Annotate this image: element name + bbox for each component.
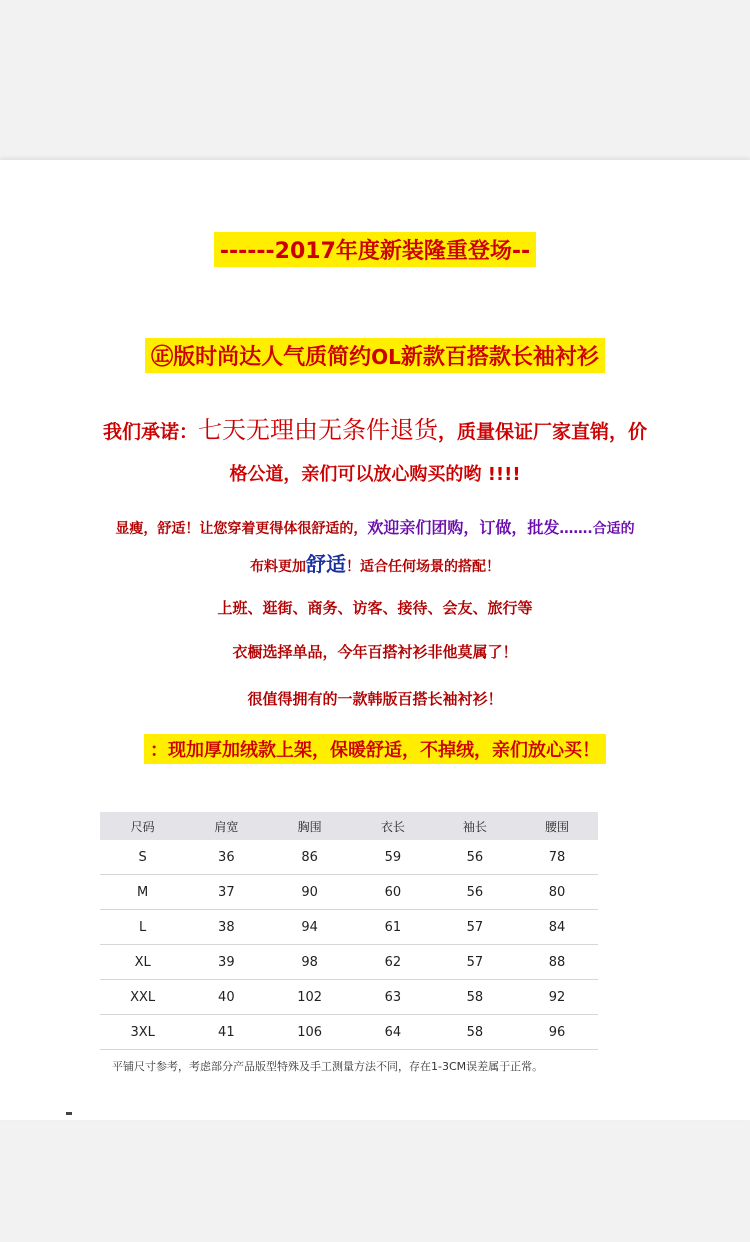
headline: ------2017年度新装隆重登场-- (214, 232, 536, 267)
title-line (0, 338, 750, 373)
features-line2-c: ！适合任何场景的搭配！ (346, 559, 500, 575)
occasions: 上班、逛街、商务、访客、接待、会友、旅行等 (217, 599, 533, 617)
cell-chest: 106 (267, 1015, 352, 1050)
header-shoulder: 肩宽 (185, 812, 267, 840)
header-length: 衣长 (352, 812, 434, 840)
table-row (100, 945, 598, 980)
cell-sleeve: 57 (434, 910, 516, 945)
cell-length: 62 (352, 945, 434, 980)
cell-waist: 96 (516, 1015, 598, 1050)
table-row (100, 840, 598, 875)
header-waist: 腰围 (516, 812, 598, 840)
cell-waist: 84 (516, 910, 598, 945)
wardrobe: 衣橱选择单品，今年百搭衬衫非他莫属了！ (232, 643, 518, 661)
table-row (100, 875, 598, 910)
promise-label: 我们承诺： (102, 421, 198, 443)
product-title (145, 338, 605, 373)
header-sleeve: 袖长 (434, 812, 516, 840)
table-row (100, 980, 598, 1015)
cell-shoulder: 38 (185, 910, 267, 945)
cell-size: L (100, 910, 185, 945)
features-line2-b: 舒适 (306, 552, 346, 576)
divider-mark (66, 1112, 72, 1115)
promise-rest: ，质量保证厂家直销，价 (438, 421, 648, 443)
cell-sleeve: 57 (434, 945, 516, 980)
genuine-mark: ㊣ (151, 345, 174, 370)
title-text-a: 版时尚达人气质简约 (173, 345, 372, 370)
cell-size: S (100, 840, 185, 875)
features-c: …….合适的 (559, 521, 635, 537)
cell-length: 61 (352, 910, 434, 945)
cell-sleeve: 56 (434, 875, 516, 910)
table-row (100, 1015, 598, 1050)
promise-return-policy: 七天无理由无条件退货 (198, 416, 438, 444)
table-row (100, 910, 598, 945)
features-line (0, 515, 750, 538)
header-chest: 胸围 (267, 812, 352, 840)
cell-shoulder: 37 (185, 875, 267, 910)
measurement-note: 平铺尺寸参考，考虑部分产品版型特殊及手工测量方法不同，存在1-3CM误差属于正常。 (112, 1060, 544, 1073)
cell-length: 60 (352, 875, 434, 910)
features-line-2 (0, 548, 750, 577)
cell-size: M (100, 875, 185, 910)
cell-waist: 88 (516, 945, 598, 980)
cell-length: 59 (352, 840, 434, 875)
promise-line2: 格公道，亲们可以放心购买的哟 !!!! (229, 464, 521, 485)
cell-shoulder: 39 (185, 945, 267, 980)
cell-size: 3XL (100, 1015, 185, 1050)
cell-length: 64 (352, 1015, 434, 1050)
cell-shoulder: 36 (185, 840, 267, 875)
features-b: 欢迎亲们团购，订做，批发 (367, 518, 560, 537)
cell-size: XL (100, 945, 185, 980)
cell-size: XXL (100, 980, 185, 1015)
size-table-header (100, 812, 598, 840)
cell-waist: 78 (516, 840, 598, 875)
title-text-b: 新款百搭款长袖衬衫 (400, 345, 599, 370)
headline-line (0, 232, 750, 267)
worth: 很值得拥有的一款韩版百搭长袖衬衫！ (247, 690, 503, 708)
cell-waist: 80 (516, 875, 598, 910)
fleece-announcement: ：现加厚加绒款上架，保暖舒适，不掉绒，亲们放心买！ (144, 734, 606, 764)
features-a: 显瘦，舒适！让您穿着更得体很舒适的， (115, 521, 368, 537)
cell-sleeve: 56 (434, 840, 516, 875)
promise-line-2 (0, 460, 750, 486)
cell-waist: 92 (516, 980, 598, 1015)
product-detail-card (0, 160, 750, 1120)
cell-sleeve: 58 (434, 980, 516, 1015)
header-size: 尺码 (100, 812, 185, 840)
cell-shoulder: 41 (185, 1015, 267, 1050)
features-line2-a: 布料更加 (250, 559, 306, 575)
promise-line (0, 410, 750, 445)
cell-chest: 90 (267, 875, 352, 910)
fleece-line (0, 734, 750, 764)
cell-chest: 98 (267, 945, 352, 980)
cell-chest: 94 (267, 910, 352, 945)
cell-chest: 86 (267, 840, 352, 875)
title-ol: OL (371, 345, 401, 369)
size-table (100, 812, 598, 1050)
cell-shoulder: 40 (185, 980, 267, 1015)
cell-length: 63 (352, 980, 434, 1015)
cell-chest: 102 (267, 980, 352, 1015)
cell-sleeve: 58 (434, 1015, 516, 1050)
